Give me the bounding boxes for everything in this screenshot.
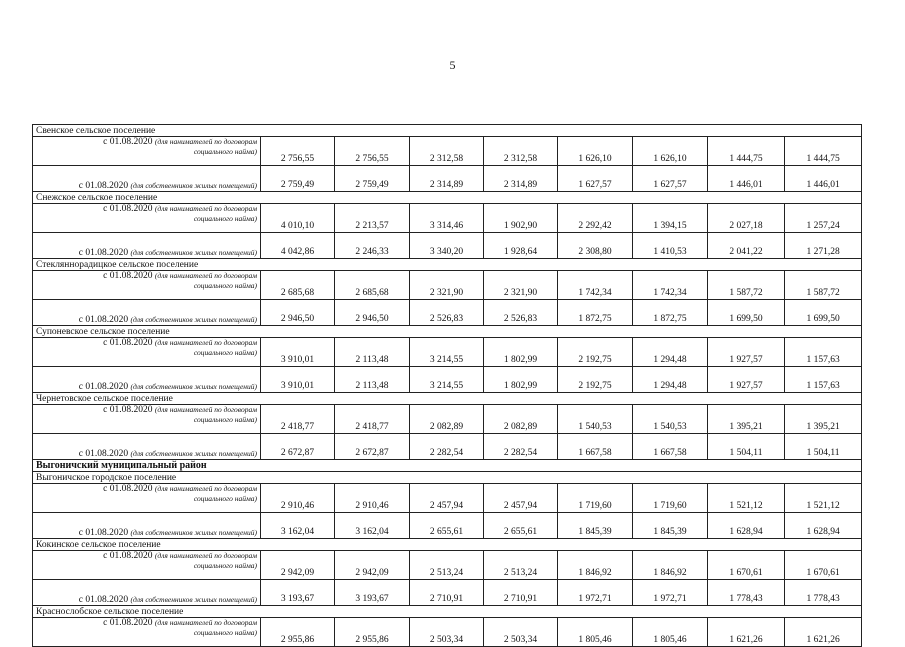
row-label [33, 300, 261, 326]
settlement-header-row [33, 326, 862, 338]
tariff-value: 1 157,63 [785, 367, 862, 393]
tariff-value: 1 628,94 [708, 513, 785, 539]
row-label [33, 513, 261, 539]
row-note: (для собственников жилых помещений) [130, 181, 257, 190]
settlement-name: Кокинское сельское поселение [33, 539, 862, 551]
row-date: с 01.08.2020 [103, 551, 153, 561]
row-label [33, 367, 261, 393]
table-row [33, 137, 862, 166]
tariff-value: 1 719,60 [558, 484, 633, 513]
row-note: социального найма) [193, 628, 257, 637]
table-row [33, 166, 862, 192]
row-note: (для нанимателей по договорам [154, 137, 257, 146]
tariff-value: 1 670,61 [708, 551, 785, 580]
tariff-value: 2 655,61 [484, 513, 558, 539]
tariff-value: 2 246,33 [335, 233, 410, 259]
tariff-value: 2 756,55 [335, 137, 410, 166]
tariff-value: 2 526,83 [484, 300, 558, 326]
row-date: с 01.08.2020 [78, 449, 129, 459]
row-note: социального найма) [193, 494, 257, 503]
tariff-value: 2 942,09 [335, 551, 410, 580]
tariff-value: 2 503,34 [410, 618, 484, 647]
row-date: с 01.08.2020 [78, 528, 129, 538]
tariff-value: 1 294,48 [633, 367, 708, 393]
tariff-value: 1 395,21 [785, 405, 862, 434]
tariff-value: 2 457,94 [484, 484, 558, 513]
tariff-value: 2 685,68 [261, 271, 335, 300]
settlement-header-row [33, 192, 862, 204]
table-row [33, 434, 862, 460]
row-label [33, 484, 261, 513]
settlement-header-row [33, 393, 862, 405]
row-note: (для собственников жилых помещений) [130, 315, 257, 324]
tariff-value: 2 955,86 [261, 618, 335, 647]
tariff-value: 3 162,04 [261, 513, 335, 539]
table-row [33, 233, 862, 259]
row-note: социального найма) [193, 348, 257, 357]
table-row [33, 204, 862, 233]
settlement-header-row [33, 125, 862, 137]
tariff-value: 1 627,57 [558, 166, 633, 192]
tariff-value: 1 802,99 [484, 338, 558, 367]
tariff-value: 3 340,20 [410, 233, 484, 259]
settlement-name: Снежское сельское поселение [33, 192, 862, 204]
tariff-value: 1 521,12 [785, 484, 862, 513]
tariff-value: 1 257,24 [785, 204, 862, 233]
tariff-value: 1 627,57 [633, 166, 708, 192]
tariff-value: 2 041,22 [708, 233, 785, 259]
tariff-value: 1 972,71 [558, 580, 633, 606]
row-note: (для собственников жилых помещений) [130, 248, 257, 257]
tariff-value: 1 699,50 [708, 300, 785, 326]
tariff-value: 1 395,21 [708, 405, 785, 434]
tariff-value: 2 308,80 [558, 233, 633, 259]
tariff-value: 2 113,48 [335, 367, 410, 393]
row-note: (для нанимателей по договорам [154, 618, 257, 627]
tariff-value: 2 312,58 [484, 137, 558, 166]
tariff-value: 2 513,24 [410, 551, 484, 580]
row-date: с 01.08.2020 [78, 382, 129, 392]
tariff-value: 1 540,53 [558, 405, 633, 434]
settlement-header-row [33, 606, 862, 618]
tariff-value: 2 655,61 [410, 513, 484, 539]
row-note: (для нанимателей по договорам [154, 271, 257, 280]
tariff-value: 3 910,01 [261, 338, 335, 367]
row-label [33, 434, 261, 460]
tariff-value: 1 802,99 [484, 367, 558, 393]
tariff-value: 1 294,48 [633, 338, 708, 367]
tariff-value: 1 444,75 [708, 137, 785, 166]
tariff-table-body [33, 125, 862, 647]
tariff-value: 1 504,11 [708, 434, 785, 460]
tariff-value: 1 719,60 [633, 484, 708, 513]
settlement-name: Чернетовское сельское поселение [33, 393, 862, 405]
tariff-value: 1 845,39 [558, 513, 633, 539]
tariff-value: 2 955,86 [335, 618, 410, 647]
tariff-value: 3 314,46 [410, 204, 484, 233]
row-note: социального найма) [193, 561, 257, 570]
table-row [33, 405, 862, 434]
tariff-value: 2 756,55 [261, 137, 335, 166]
row-note: социального найма) [193, 214, 257, 223]
row-note: (для собственников жилых помещений) [130, 382, 257, 391]
tariff-value: 1 446,01 [708, 166, 785, 192]
row-note: (для нанимателей по договорам [154, 551, 257, 560]
tariff-value: 1 872,75 [633, 300, 708, 326]
tariff-value: 1 927,57 [708, 338, 785, 367]
tariff-value: 2 672,87 [261, 434, 335, 460]
tariff-value: 2 910,46 [261, 484, 335, 513]
tariff-value: 4 042,86 [261, 233, 335, 259]
tariff-value: 4 010,10 [261, 204, 335, 233]
tariff-value: 2 759,49 [261, 166, 335, 192]
tariff-value: 1 626,10 [558, 137, 633, 166]
settlement-name: Краснослобское сельское поселение [33, 606, 862, 618]
tariff-value: 2 321,90 [484, 271, 558, 300]
table-row [33, 580, 862, 606]
tariff-value: 1 805,46 [558, 618, 633, 647]
settlement-header-row [33, 259, 862, 271]
settlement-name: Свенское сельское поселение [33, 125, 862, 137]
tariff-table [32, 124, 862, 647]
tariff-value: 1 504,11 [785, 434, 862, 460]
tariff-value: 1 778,43 [785, 580, 862, 606]
tariff-value: 2 418,77 [335, 405, 410, 434]
tariff-value: 2 672,87 [335, 434, 410, 460]
tariff-value: 2 192,75 [558, 338, 633, 367]
row-note: (для собственников жилых помещений) [130, 528, 257, 537]
tariff-value: 3 193,67 [261, 580, 335, 606]
tariff-value: 1 805,46 [633, 618, 708, 647]
table-row [33, 513, 862, 539]
settlement-name: Супоневское сельское поселение [33, 326, 862, 338]
table-row [33, 338, 862, 367]
tariff-value: 1 670,61 [785, 551, 862, 580]
row-label [33, 137, 261, 166]
row-label [33, 551, 261, 580]
page-number: 5 [449, 58, 456, 72]
tariff-value: 1 846,92 [633, 551, 708, 580]
tariff-value: 1 271,28 [785, 233, 862, 259]
tariff-value: 2 027,18 [708, 204, 785, 233]
row-date: с 01.08.2020 [78, 248, 129, 258]
tariff-value: 2 685,68 [335, 271, 410, 300]
tariff-value: 1 621,26 [708, 618, 785, 647]
row-note: (для нанимателей по договорам [154, 338, 257, 347]
tariff-value: 1 742,34 [558, 271, 633, 300]
tariff-value: 1 667,58 [558, 434, 633, 460]
tariff-value: 1 628,94 [785, 513, 862, 539]
tariff-value: 1 410,53 [633, 233, 708, 259]
tariff-value: 2 759,49 [335, 166, 410, 192]
tariff-value: 1 699,50 [785, 300, 862, 326]
row-date: с 01.08.2020 [103, 484, 153, 494]
tariff-value: 1 446,01 [785, 166, 862, 192]
district-name: Выгоничский муниципальный район [33, 460, 862, 472]
tariff-value: 1 540,53 [633, 405, 708, 434]
row-date: с 01.08.2020 [78, 181, 129, 191]
row-date: с 01.08.2020 [103, 405, 153, 415]
tariff-value: 2 312,58 [410, 137, 484, 166]
row-label [33, 405, 261, 434]
tariff-value: 1 587,72 [785, 271, 862, 300]
tariff-value: 2 314,89 [484, 166, 558, 192]
tariff-value: 1 621,26 [785, 618, 862, 647]
tariff-value: 2 946,50 [335, 300, 410, 326]
tariff-value: 2 292,42 [558, 204, 633, 233]
row-note: (для собственников жилых помещений) [130, 449, 257, 458]
tariff-value: 2 213,57 [335, 204, 410, 233]
tariff-value: 3 910,01 [261, 367, 335, 393]
settlement-name: Стекляннорадицкое сельское поселение [33, 259, 862, 271]
tariff-value: 3 214,55 [410, 338, 484, 367]
district-header-row [33, 460, 862, 472]
table-row [33, 551, 862, 580]
settlement-header-row [33, 539, 862, 551]
row-note: (для нанимателей по договорам [154, 204, 257, 213]
table-row [33, 300, 862, 326]
row-date: с 01.08.2020 [78, 595, 129, 605]
tariff-value: 1 902,90 [484, 204, 558, 233]
tariff-value: 1 587,72 [708, 271, 785, 300]
settlement-header-row [33, 472, 862, 484]
tariff-value: 2 321,90 [410, 271, 484, 300]
tariff-value: 2 710,91 [410, 580, 484, 606]
tariff-value: 1 928,64 [484, 233, 558, 259]
row-note: социального найма) [193, 415, 257, 424]
tariff-value: 2 513,24 [484, 551, 558, 580]
row-date: с 01.08.2020 [103, 137, 153, 147]
tariff-value: 3 214,55 [410, 367, 484, 393]
tariff-value: 1 742,34 [633, 271, 708, 300]
row-note: (для собственников жилых помещений) [130, 595, 257, 604]
tariff-value: 1 667,58 [633, 434, 708, 460]
tariff-value: 2 942,09 [261, 551, 335, 580]
table-row [33, 367, 862, 393]
tariff-value: 1 927,57 [708, 367, 785, 393]
row-date: с 01.08.2020 [103, 338, 153, 348]
tariff-value: 1 778,43 [708, 580, 785, 606]
row-label [33, 233, 261, 259]
row-note: социального найма) [193, 281, 257, 290]
tariff-value: 2 910,46 [335, 484, 410, 513]
settlement-name: Выгоничское городское поселение [33, 472, 862, 484]
row-label [33, 338, 261, 367]
tariff-value: 2 192,75 [558, 367, 633, 393]
tariff-value: 2 282,54 [410, 434, 484, 460]
tariff-value: 1 626,10 [633, 137, 708, 166]
row-note: (для нанимателей по договорам [154, 484, 257, 493]
tariff-value: 2 282,54 [484, 434, 558, 460]
tariff-value: 2 082,89 [410, 405, 484, 434]
row-note: социального найма) [193, 147, 257, 156]
tariff-value: 3 162,04 [335, 513, 410, 539]
tariff-value: 2 710,91 [484, 580, 558, 606]
table-row [33, 271, 862, 300]
tariff-value: 1 872,75 [558, 300, 633, 326]
row-label [33, 271, 261, 300]
row-date: с 01.08.2020 [103, 618, 153, 628]
row-date: с 01.08.2020 [103, 271, 153, 281]
tariff-value: 2 503,34 [484, 618, 558, 647]
tariff-value: 2 526,83 [410, 300, 484, 326]
tariff-value: 1 972,71 [633, 580, 708, 606]
row-label [33, 580, 261, 606]
tariff-value: 1 444,75 [785, 137, 862, 166]
tariff-value: 2 946,50 [261, 300, 335, 326]
tariff-value: 2 457,94 [410, 484, 484, 513]
table-row [33, 484, 862, 513]
row-date: с 01.08.2020 [103, 204, 153, 214]
tariff-value: 2 113,48 [335, 338, 410, 367]
tariff-value: 1 845,39 [633, 513, 708, 539]
tariff-value: 1 846,92 [558, 551, 633, 580]
tariff-value: 3 193,67 [335, 580, 410, 606]
tariff-value: 2 082,89 [484, 405, 558, 434]
tariff-value: 1 394,15 [633, 204, 708, 233]
table-row [33, 618, 862, 647]
row-label [33, 166, 261, 192]
row-label [33, 618, 261, 647]
row-label [33, 204, 261, 233]
tariff-value: 1 157,63 [785, 338, 862, 367]
tariff-value: 1 521,12 [708, 484, 785, 513]
tariff-value: 2 314,89 [410, 166, 484, 192]
row-date: с 01.08.2020 [78, 315, 129, 325]
row-note: (для нанимателей по договорам [154, 405, 257, 414]
tariff-value: 2 418,77 [261, 405, 335, 434]
